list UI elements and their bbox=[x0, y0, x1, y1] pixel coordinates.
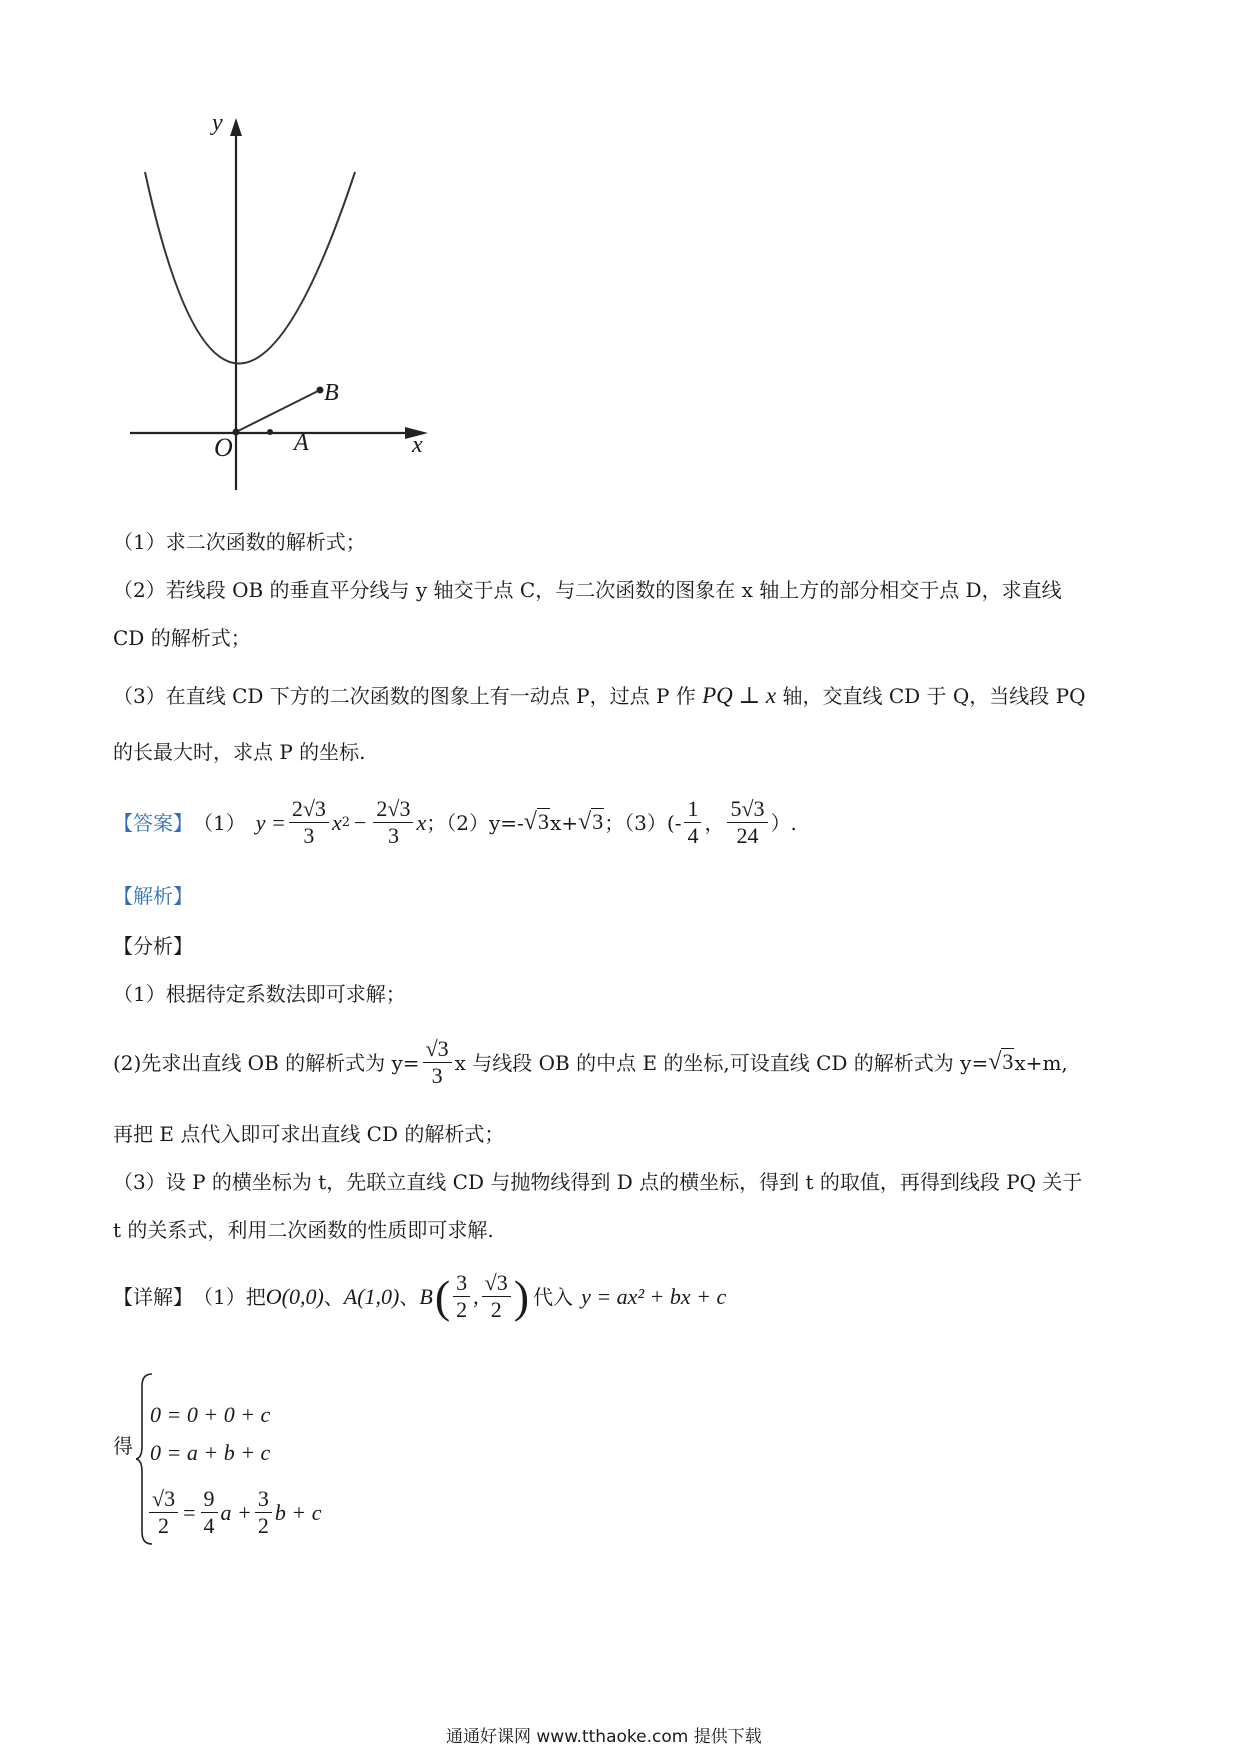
answer-frac1-num: 2√3 bbox=[289, 796, 329, 823]
detail-daoru: 代入 bbox=[533, 1284, 574, 1309]
fig-label-B: B bbox=[324, 380, 339, 406]
analysis-2-line2: 再把 E 点代入即可求出直线 CD 的解析式； bbox=[113, 1122, 505, 1146]
answer-sup2: 2 bbox=[341, 814, 350, 830]
detail-A-point: A(1,0) bbox=[343, 1283, 400, 1309]
detail-B-paren-open: ( bbox=[434, 1270, 451, 1322]
answer-sqrt3a-body: 3 bbox=[537, 809, 549, 834]
fig-label-O: O bbox=[214, 433, 233, 462]
answer-minus: − bbox=[353, 809, 367, 835]
system-eq3-f2-num: 3 bbox=[255, 1486, 272, 1513]
analysis-2-line1 bbox=[113, 1036, 1068, 1089]
point-O bbox=[233, 429, 240, 436]
answer-frac4 bbox=[727, 796, 767, 849]
detail-intro: （1）把 bbox=[193, 1284, 266, 1309]
system-eq1: 0 = 0 + 0 + c bbox=[150, 1402, 271, 1427]
analysis-2-sqrt: √3 bbox=[988, 1049, 1014, 1075]
analysis-1: （1）根据待定系数法即可求解； bbox=[113, 982, 406, 1006]
fig-label-y: y bbox=[212, 110, 223, 136]
answer-end: ）. bbox=[770, 810, 797, 835]
question-3-line2: 的长最大时，求点 P 的坐标. bbox=[113, 740, 366, 764]
point-A bbox=[267, 429, 273, 435]
parabola-figure bbox=[110, 110, 440, 500]
jiexi-tag: 【解析】 bbox=[113, 884, 193, 908]
detail-equation: y = ax² + bx + c bbox=[581, 1283, 727, 1309]
answer-frac2 bbox=[373, 796, 413, 849]
fig-label-A: A bbox=[294, 430, 309, 456]
system-eq3 bbox=[146, 1486, 321, 1539]
fenxi-tag: 【分析】 bbox=[113, 934, 193, 958]
answer-frac2-den: 3 bbox=[387, 823, 399, 848]
answer-frac3-den: 4 bbox=[687, 823, 699, 848]
answer-sqrt3b-body: 3 bbox=[592, 809, 604, 834]
detail-sep2: 、 bbox=[399, 1284, 420, 1309]
fig-label-x: x bbox=[412, 432, 423, 458]
detail-B-fx-num: 3 bbox=[453, 1270, 470, 1297]
system-eq3-f1-den: 4 bbox=[203, 1513, 215, 1538]
answer-frac4-den: 24 bbox=[736, 823, 759, 848]
system-eq3-a: a + bbox=[220, 1499, 252, 1525]
analysis-2-frac-den: 3 bbox=[431, 1063, 443, 1088]
system-eq3-lhs-den: 2 bbox=[158, 1513, 170, 1538]
question-3-text-b: 轴，交直线 CD 于 Q，当线段 PQ bbox=[782, 684, 1086, 708]
question-2-line2: CD 的解析式； bbox=[113, 626, 251, 650]
segment-OB bbox=[236, 390, 320, 432]
question-1: （1）求二次函数的解析式； bbox=[113, 530, 366, 554]
detail-tag: 【详解】 bbox=[113, 1284, 193, 1309]
detail-line bbox=[113, 1270, 726, 1323]
analysis-2-a: (2)先求出直线 OB 的解析式为 y= bbox=[113, 1050, 420, 1075]
analysis-2-sqrt-body: 3 bbox=[1002, 1049, 1014, 1074]
answer-x2: x bbox=[331, 809, 342, 835]
system-eq3-lhs-num: √3 bbox=[149, 1486, 178, 1513]
answer-part3: ；（3）(- bbox=[604, 810, 682, 835]
detail-de: 得 bbox=[113, 1434, 133, 1458]
answer-comma: ， bbox=[704, 810, 725, 835]
y-axis-arrow bbox=[230, 118, 242, 136]
parabola-curve bbox=[145, 172, 355, 364]
analysis-2-frac-num: √3 bbox=[423, 1036, 452, 1063]
detail-B-fy-den: 2 bbox=[490, 1297, 502, 1322]
answer-sqrt3a: √3 bbox=[523, 809, 549, 835]
detail-O-point: O(0,0) bbox=[265, 1283, 324, 1309]
answer-frac3 bbox=[684, 796, 701, 849]
analysis-2-c: x+m, bbox=[1014, 1050, 1068, 1075]
question-3-text-a: （3）在直线 CD 下方的二次函数的图象上有一动点 P，过点 P 作 bbox=[113, 684, 696, 708]
detail-B-paren-close: ) bbox=[513, 1270, 530, 1322]
answer-frac1-den: 3 bbox=[303, 823, 315, 848]
system-eq3-f1-num: 9 bbox=[201, 1486, 218, 1513]
system-eq3-f1 bbox=[201, 1486, 218, 1539]
detail-B-comma: , bbox=[473, 1283, 479, 1309]
answer-line bbox=[113, 796, 797, 849]
detail-B-fy bbox=[482, 1270, 511, 1323]
system-eq3-eq: = bbox=[183, 1499, 196, 1525]
detail-sep1: 、 bbox=[323, 1284, 344, 1309]
system-eq3-f2-den: 2 bbox=[257, 1513, 269, 1538]
detail-B-label: B bbox=[419, 1283, 433, 1309]
system-eq3-b: b + c bbox=[274, 1499, 322, 1525]
system-eq3-lhs bbox=[149, 1486, 178, 1539]
answer-x: x bbox=[416, 809, 427, 835]
system-eq3-f2 bbox=[255, 1486, 272, 1539]
detail-B-fy-num: √3 bbox=[482, 1270, 511, 1297]
detail-B-fx-den: 2 bbox=[456, 1297, 468, 1322]
analysis-3-line2: t 的关系式，利用二次函数的性质即可求解. bbox=[113, 1218, 494, 1242]
question-3-line1 bbox=[113, 682, 1086, 710]
analysis-2-b: x 与线段 OB 的中点 E 的坐标,可设直线 CD 的解析式为 y= bbox=[454, 1050, 989, 1075]
answer-xplus: x+ bbox=[549, 810, 579, 835]
answer-frac4-num: 5√3 bbox=[727, 796, 767, 823]
answer-tag: 【答案】 bbox=[113, 810, 193, 835]
answer-frac2-num: 2√3 bbox=[373, 796, 413, 823]
page-footer: 通通好课网 www.tthaoke.com 提供下载 bbox=[446, 1727, 762, 1747]
point-B bbox=[317, 387, 324, 394]
system-eq2: 0 = a + b + c bbox=[150, 1440, 271, 1465]
question-3-math: PQ ⊥ x bbox=[702, 683, 777, 708]
analysis-3-line1: （3）设 P 的横坐标为 t，先联立直线 CD 与抛物线得到 D 点的横坐标，得到 t 的取值，再得到线段 PQ 关于 bbox=[113, 1170, 1083, 1194]
answer-sqrt3b: √3 bbox=[578, 809, 604, 835]
question-2-line1: （2）若线段 OB 的垂直平分线与 y 轴交于点 C，与二次函数的图象在 x 轴上方的部分相交于点 D，求直线 bbox=[113, 578, 1062, 602]
detail-B-fx bbox=[453, 1270, 470, 1323]
answer-part1: （1） bbox=[193, 810, 246, 835]
analysis-2-frac bbox=[423, 1036, 452, 1089]
answer-y-eq: y = bbox=[255, 809, 286, 835]
answer-frac3-num: 1 bbox=[684, 796, 701, 823]
answer-frac1 bbox=[289, 796, 329, 849]
answer-part2: ；（2）y=- bbox=[426, 810, 524, 835]
